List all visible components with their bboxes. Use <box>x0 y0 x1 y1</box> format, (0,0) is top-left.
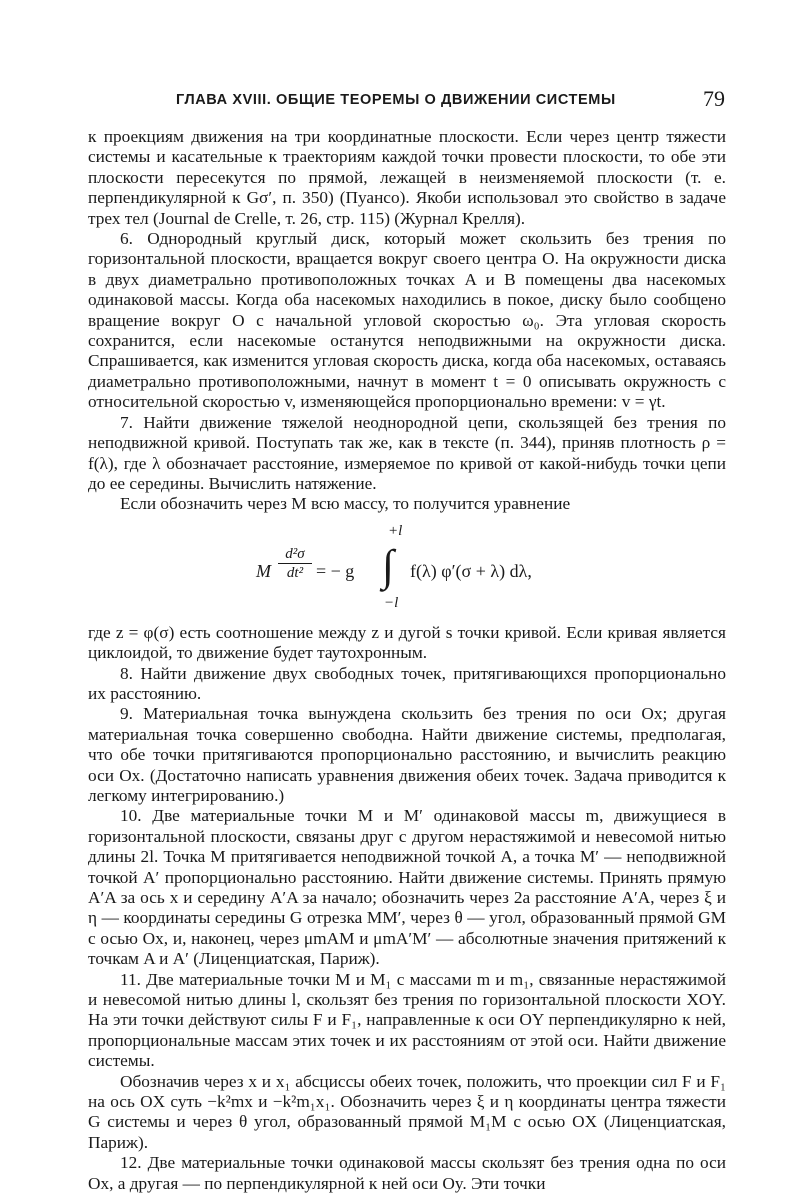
fraction-denominator: dt² <box>286 564 304 581</box>
integral-lower-limit: −l <box>384 594 399 611</box>
equation-equals: = − g <box>316 560 355 581</box>
fraction-numerator: d²σ <box>278 545 312 564</box>
page-number: 79 <box>703 86 725 111</box>
equation-explanation: где z = φ(σ) есть соотношение между z и дугой s точки кривой. Если кривая является циклоидой, то движение будет таутохронным. <box>88 622 726 663</box>
problem-9: 9. Материальная точка вынуждена скользить без трения по оси Ox; другая материальная точка совершенно свободна. Найти движение системы, предполагая, что обе точки притягиваются пропорционально расстоянию, и вычислить реакцию оси Ox. (Достаточно написать уравнения движения обеих точек. Задача приводится к легкому интегрированию.) <box>88 704 726 805</box>
problem-6: 6. Однородный круглый диск, который может скользить без трения по горизонтальной плоскости, вращается вокруг своего центра O. На окружности диска в двух диаметрально противоположных точках A и B помещены два насекомых одинаковой массы. Когда оба насекомых находились в покое, диску было сообщено вращение вокруг O с начальной угловой скоростью ω₀. Эта угловая скорость сохранится, если насекомые останутся неподвижными на окружности диска. Спрашивается, как изменится угловая скорость диска, когда оба насекомых, оставаясь диаметрально противоположными, начнут в момент t = 0 описывать окружность с относительной скоростью v, изменяющейся пропорционально времени: v = γt. <box>88 229 726 412</box>
problem-7-equation-intro: Если обозначить через M всю массу, то получится уравнение <box>120 494 571 514</box>
problem-7: 7. Найти движение тяжелой неоднородной цепи, скользящей без трения по неподвижной кривой. Поступать так же, как в тексте (п. 344), приняв плотность ρ = f(λ), где λ обозначает расстояние, измеряемое по кривой от какой-нибудь точки цепи до ее середины. Вычислить натяжение. <box>88 412 726 493</box>
paragraph-continuation: к проекциям движения на три координатные плоскости. Если через центр тяжести системы и касательные к траекториям каждой точки провести плоскости, то обе эти плоскости пересекутся по прямой, лежащей в неизменяемой плоскости (т. е. перпендикулярной к Gσ′, п. 350) (Пуансо). Якоби использовал это свойство в задаче трех тел (Journal de Crelle, т. 26, стр. 115) (Журнал Крелля). <box>88 127 726 228</box>
problem-11: 11. Две материальные точки M и M₁ с массами m и m₁, связанные нерастяжимой и невесомой нитью длины l, скользят без трения по горизонтальной плоскости XOY. На эти точки действуют силы F и F₁, направленные к оси OY перпендикулярно к ней, пропорциональные массам этих точек и их расстояниям от этой оси. Найти движение системы. <box>88 969 726 1071</box>
problem-11-hint: Обозначив через x и x₁ абсциссы обеих точек, положить, что проекции сил F и F₁ на ось OX суть −k²mx и −k²m₁x₁. Обозначить через ξ и η координаты центра тяжести G системы и через θ угол, образованный прямой M₁M с осью OX (Лиценциатская, Париж). <box>88 1071 726 1152</box>
display-equation <box>88 522 726 615</box>
problem-12: 12. Две материальные точки одинаковой массы скользят без трения одна по оси Ox, а другая — по перпендикулярной к ней оси Oy. Эти точки <box>88 1153 726 1193</box>
body-text <box>88 127 726 1194</box>
equation-fraction <box>278 545 312 582</box>
integrand: f(λ) φ′(σ + λ) dλ, <box>410 560 532 581</box>
equation-coefficient: M <box>256 560 271 581</box>
running-title: ГЛАВА XVIII. ОБЩИЕ ТЕОРЕМЫ О ДВИЖЕНИИ СИСТЕМЫ <box>176 92 616 108</box>
page-header <box>0 86 799 114</box>
integral-upper-limit: +l <box>388 522 403 539</box>
problem-8: 8. Найти движение двух свободных точек, притягивающихся пропорционально их расстоянию. <box>88 663 726 703</box>
problem-10: 10. Две материальные точки M и M′ одинаковой массы m, движущиеся в горизонтальной плоскости, связаны друг с другом нерастяжимой и невесомой нитью длины 2l. Точка M притягивается неподвижной точкой A, а точка M′ — неподвижной точкой A′ пропорционально расстоянию. Найти движение системы. Принять прямую A′A за ось x и середину A′A за начало; обозначить через 2a расстояние A′A, через ξ и η — координаты середины G отрезка MM′, через θ — угол, образованный прямой GM с осью Ox, и, наконец, через μmAM и μmA′M′ — абсолютные значения притяжений к точкам A и A′ (Лиценциатская, Париж). <box>88 806 726 969</box>
integral-sign: ∫ <box>382 540 395 590</box>
